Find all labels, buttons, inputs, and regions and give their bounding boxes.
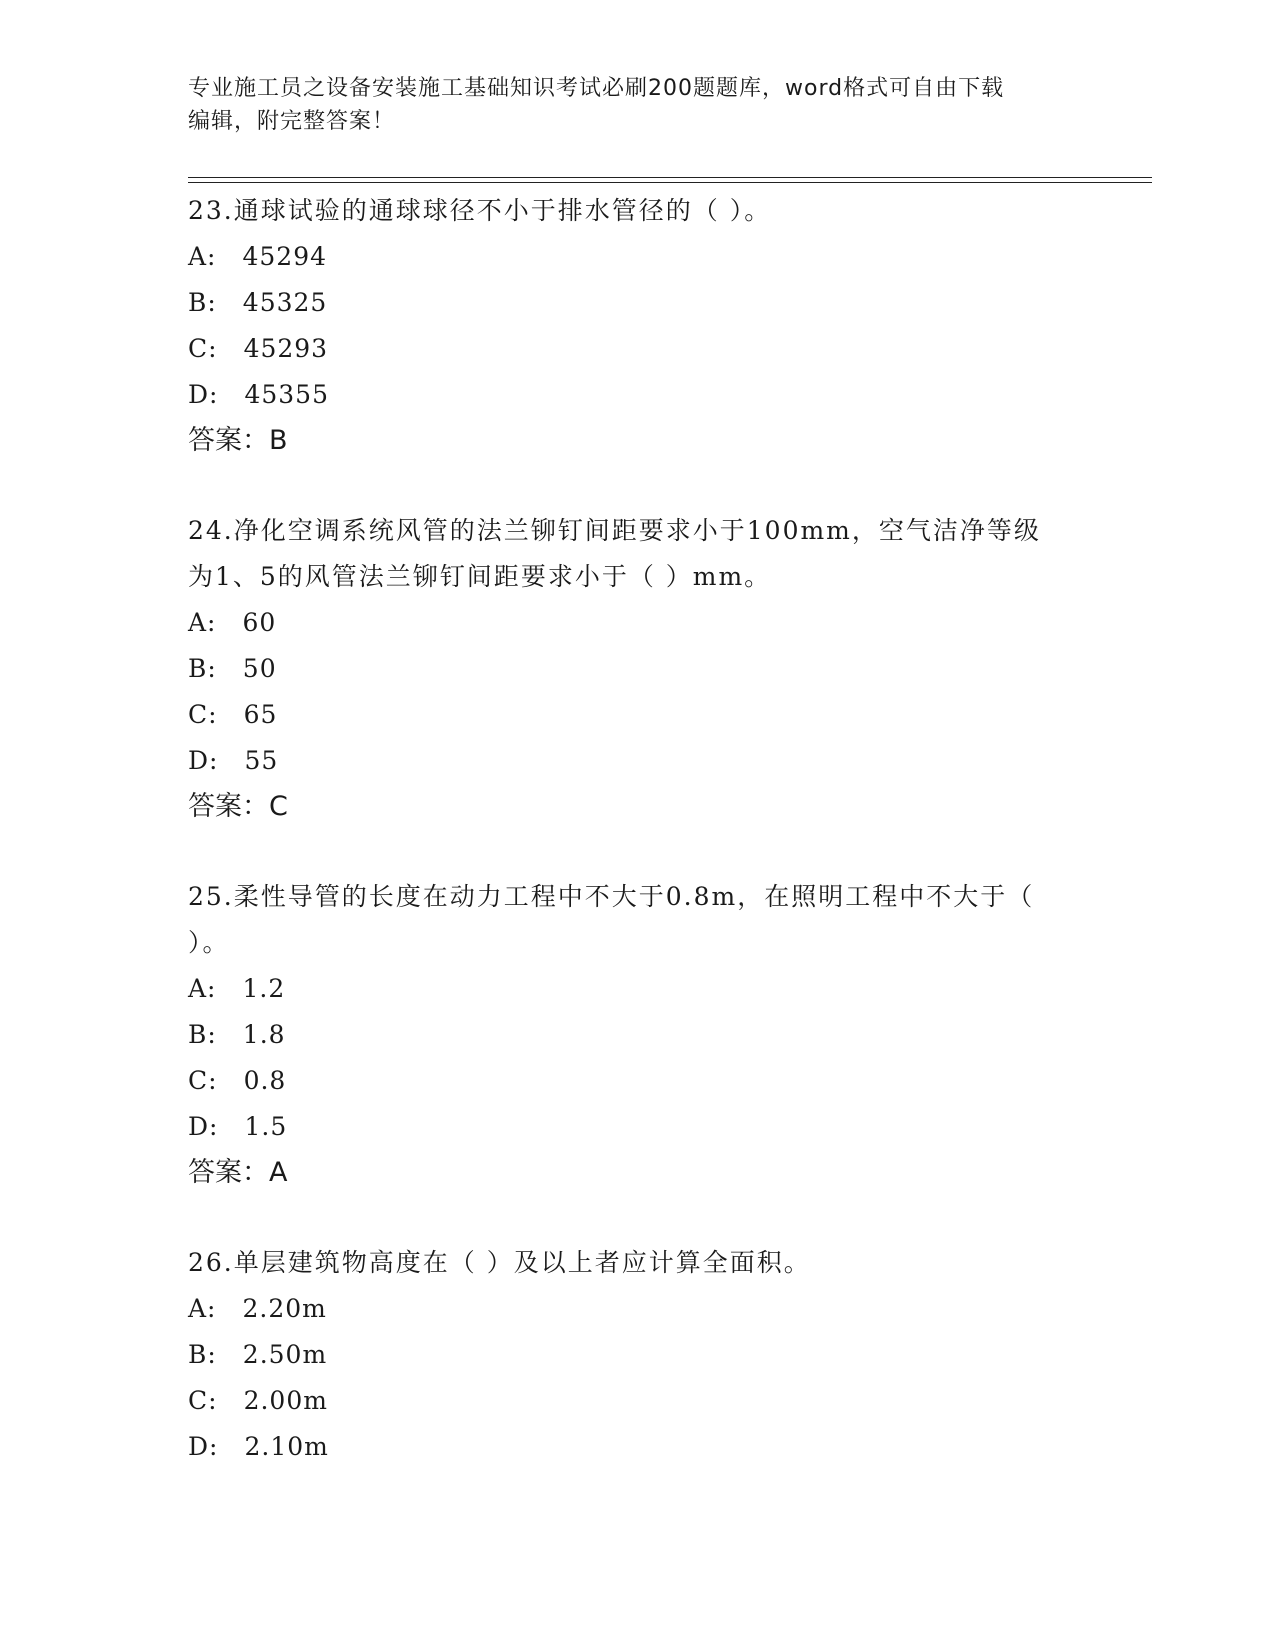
option-b: B: 1.8 [188,1020,286,1049]
option-c: C: 65 [188,700,278,729]
option-d: D: 1.5 [188,1112,288,1141]
question-26 [188,1240,1088,1470]
question-text: 23.通球试验的通球球径不小于排水管径的（ ）。 [188,196,772,225]
option-d: D: 2.10m [188,1432,329,1461]
option-b: B: 45325 [188,288,328,317]
answer-line: 答案：C [188,791,288,822]
option-a: A: 45294 [188,242,328,271]
option-a: A: 60 [188,608,277,637]
question-25 [188,874,1088,1196]
answer-line: 答案：A [188,1157,288,1188]
question-text: 26.单层建筑物高度在（ ）及以上者应计算全面积。 [188,1248,811,1277]
option-b: B: 50 [188,654,277,683]
header-divider-bottom [188,182,1152,183]
question-text-line-1: 25.柔性导管的长度在动力工程中不大于0.8m，在照明工程中不大于（ [188,882,1035,911]
header-divider-top [188,177,1152,178]
question-list [188,188,1088,1514]
option-b: B: 2.50m [188,1340,328,1369]
option-a: A: 2.20m [188,1294,327,1323]
option-a: A: 1.2 [188,974,286,1003]
question-text-line-1: 24.净化空调系统风管的法兰铆钉间距要求小于100mm，空气洁净等级 [188,516,1041,545]
question-text-line-2: 为1、5的风管法兰铆钉间距要求小于（ ）mm。 [188,562,772,591]
question-23 [188,188,1088,464]
question-24 [188,508,1088,830]
option-c: C: 0.8 [188,1066,287,1095]
question-text-line-2: ）。 [188,928,230,957]
option-c: C: 2.00m [188,1386,328,1415]
option-c: C: 45293 [188,334,329,363]
option-d: D: 45355 [188,380,329,409]
answer-line: 答案：B [188,425,288,456]
header-line-1: 专业施工员之设备安装施工基础知识考试必刷200题题库，word格式可自由下载 [188,76,1005,101]
document-header [188,72,1088,138]
header-line-2: 编辑，附完整答案！ [188,109,396,134]
option-d: D: 55 [188,746,279,775]
